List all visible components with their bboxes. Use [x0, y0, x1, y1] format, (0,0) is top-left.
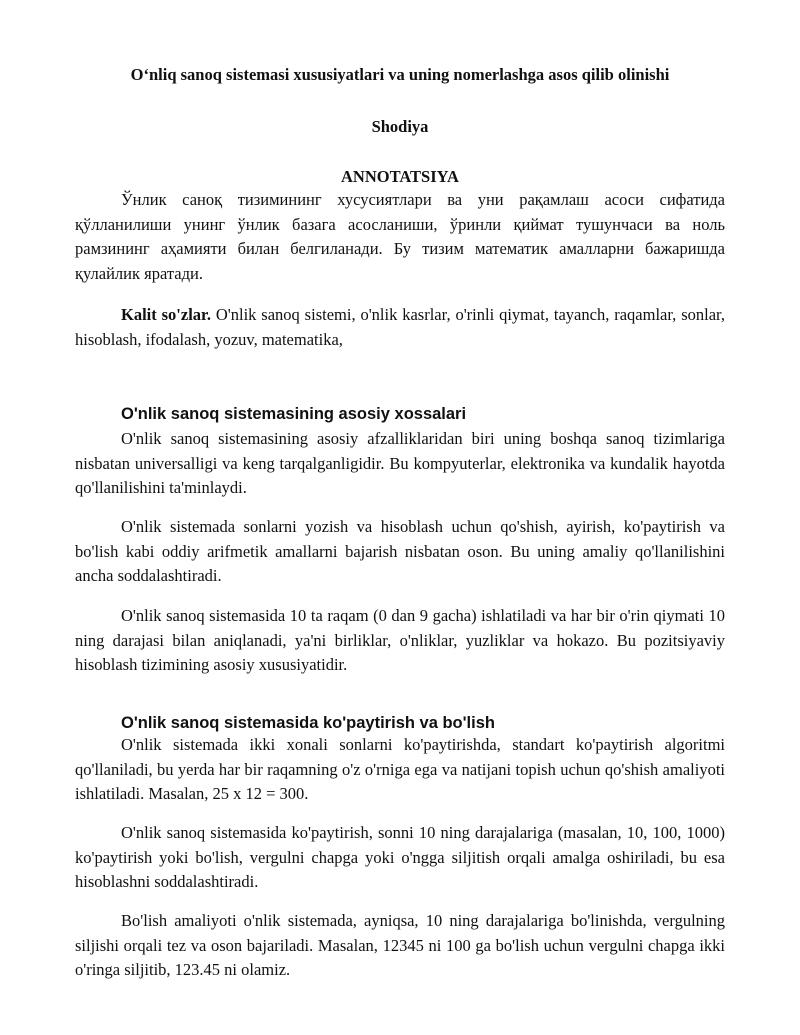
section1-paragraph-2: O'nlik sistemada sonlarni yozish va hisoblash uchun qo'shish, ayirish, ko'paytirish va bo'lish kabi oddiy arifmetik amallarni bajarish nisbatan oson. Bu uning amaliy qo'llanilishini ancha soddalashtiradi.	[75, 517, 725, 585]
keywords-paragraph	[75, 303, 725, 352]
annotation-heading: ANNOTATSIYA	[341, 167, 459, 186]
annotation-paragraph: Ўнлик саноқ тизимининг хусусиятлари ва уни рақамлаш асоси сифатида қўлланилиши унинг ўнлик базага асосланиши, ўринли қиймат тушунчаси ва ноль рамзининг аҳамияти билан белгиланади. Бу тизим математик амалларни бажаришда қулайлик яратади.	[75, 190, 725, 283]
keywords-text: O'nlik sanoq sistemi, o'nlik kasrlar, o'rinli qiymat, tayanch, raqamlar, sonlar, hisoblash, ifodalash, yozuv, matematika,	[75, 305, 725, 349]
section1-paragraph-1: O'nlik sanoq sistemasining asosiy afzalliklaridan biri uning boshqa sanoq tizimlariga nisbatan universalligi va keng tarqalganligidir. Bu kompyuterlar, elektronika va kundalik hayotda qo'llanilishini ta'minlaydi.	[75, 429, 725, 497]
section2-paragraph-1: O'nlik sistemada ikki xonali sonlarni ko'paytirishda, standart ko'paytirish algoritmi qo'llaniladi, bu yerda har bir raqamning o'z o'rniga ega va natijani topish uchun qo'shish amaliyoti ishlatiladi. Masalan, 25 x 12 = 300.	[75, 735, 725, 803]
section2-paragraph-2: O'nlik sanoq sistemasida ko'paytirish, sonni 10 ning darajalariga (masalan, 10, 100, 1000) ko'paytirish yoki bo'lish, vergulni chapga yoki o'ngga siljitish orqali amalga oshiriladi, bu esa hisoblashni soddalashtiradi.	[75, 823, 725, 891]
keywords-label: Kalit so'zlar.	[121, 305, 211, 324]
section2-heading: O'nlik sanoq sistemasida ko'paytirish va bo'lish	[121, 714, 495, 732]
document-title: O‘nliq sanoq sistemasi xususiyatlari va uning nomerlashga asos qilib olinishi	[130, 65, 670, 84]
section1-paragraph-3: O'nlik sanoq sistemasida 10 ta raqam (0 dan 9 gacha) ishlatiladi va har bir o'rin qiymati 10 ning darajasi bilan aniqlanadi, ya'ni birliklar, o'nliklar, yuzliklar va hokazo. Bu pozitsiyaviy hisoblash tizimining asosiy xususiyatidir.	[75, 606, 725, 674]
section2-paragraph-3: Bo'lish amaliyoti o'nlik sistemada, ayniqsa, 10 ning darajalariga bo'linishda, vergulning siljishi orqali tez va oson bajariladi. Masalan, 12345 ni 100 ga bo'lish uchun vergulni chapga ikki o'ringa siljitib, 123.45 ni olamiz.	[75, 911, 725, 979]
document-author: Shodiya	[371, 117, 429, 136]
section1-heading: O'nlik sanoq sistemasining asosiy xossalari	[121, 405, 467, 423]
